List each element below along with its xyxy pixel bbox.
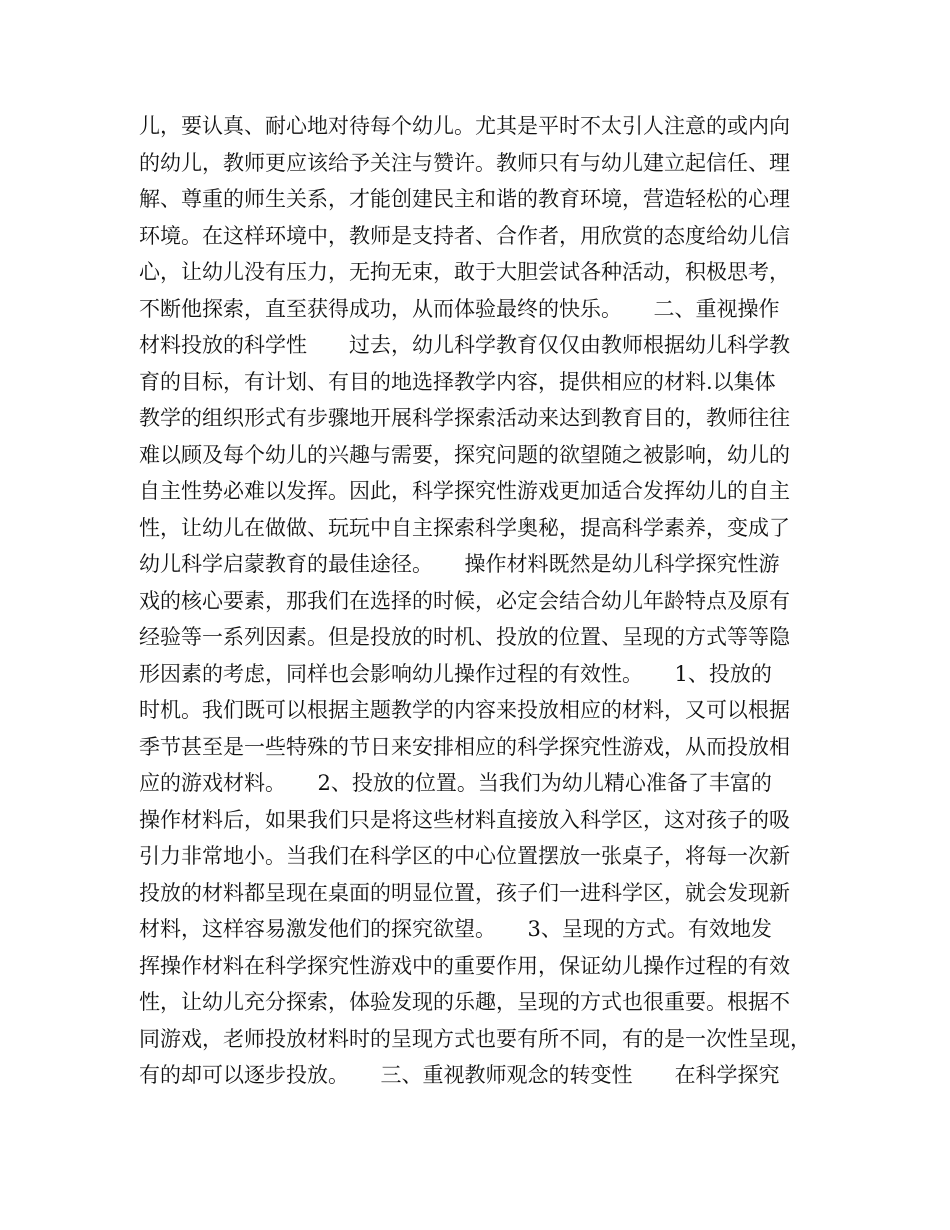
text-line: 同游戏，老师投放材料时的呈现方式也要有所不同，有的是一次性呈现， bbox=[139, 1026, 811, 1051]
text-line: 的幼儿，教师更应该给予关注与赞许。教师只有与幼儿建立起信任、理 bbox=[139, 150, 790, 175]
text-line: 心，让幼儿没有压力，无拘无束，敢于大胆尝试各种活动，积极思考， bbox=[139, 260, 790, 284]
text-line: 性，让幼儿充分探索，体验发现的乐趣，呈现的方式也很重要。根据不 bbox=[139, 990, 790, 1014]
text-line: 环境。在这样环境中，教师是支持者、合作者，用欣赏的态度给幼儿信 bbox=[139, 223, 790, 248]
text-line: 儿，要认真、耐心地对待每个幼儿。尤其是平时不太引人注意的或内向 bbox=[139, 114, 790, 138]
text-line: 形因素的考虑，同样也会影响幼儿操作过程的有效性。 1、投放的 bbox=[139, 661, 772, 686]
text-line: 投放的材料都呈现在桌面的明显位置，孩子们一进科学区，就会发现新 bbox=[139, 880, 790, 905]
text-line: 操作材料后，如果我们只是将这些材料直接放入科学区，这对孩子的吸 bbox=[139, 807, 790, 832]
text-line: 育的目标，有计划、有目的地选择教学内容，提供相应的材料.以集体 bbox=[139, 369, 776, 394]
text-line: 解、尊重的师生关系，才能创建民主和谐的教育环境，营造轻松的心理 bbox=[139, 187, 790, 211]
text-line: 引力非常地小。当我们在科学区的中心位置摆放一张桌子，将每一次新 bbox=[139, 844, 790, 868]
text-line: 难以顾及每个幼儿的兴趣与需要，探究问题的欲望随之被影响，幼儿的 bbox=[139, 442, 790, 467]
text-line: 不断他探索，直至获得成功，从而体验最终的快乐。 二、重视操作 bbox=[139, 296, 780, 321]
text-line: 自主性势必难以发挥。因此，科学探究性游戏更加适合发挥幼儿的自主 bbox=[139, 479, 790, 503]
text-line: 有的却可以逐步投放。 三、重视教师观念的转变性 在科学探究 bbox=[139, 1063, 780, 1087]
text-line: 戏的核心要素，那我们在选择的时候，必定会结合幼儿年龄特点及原有 bbox=[139, 588, 790, 613]
body-text bbox=[139, 108, 829, 1094]
text-line: 幼儿科学启蒙教育的最佳途径。 操作材料既然是幼儿科学探究性游 bbox=[139, 552, 780, 576]
text-line: 教学的组织形式有步骤地开展科学探索活动来达到教育目的，教师往往 bbox=[139, 406, 790, 430]
text-line: 材料投放的科学性 过去，幼儿科学教育仅仅由教师根据幼儿科学教 bbox=[139, 333, 790, 357]
text-line: 经验等一系列因素。但是投放的时机、投放的位置、呈现的方式等等隐 bbox=[139, 625, 790, 649]
text-line: 应的游戏材料。 2、投放的位置。当我们为幼儿精心准备了丰富的 bbox=[139, 771, 772, 795]
text-line: 季节甚至是一些特殊的节日来安排相应的科学探究性游戏，从而投放相 bbox=[139, 734, 790, 759]
text-line: 挥操作材料在科学探究性游戏中的重要作用，保证幼儿操作过程的有效 bbox=[139, 953, 790, 978]
text-line: 性，让幼儿在做做、玩玩中自主探索科学奥秘，提高科学素养，变成了 bbox=[139, 515, 790, 540]
text-line: 时机。我们既可以根据主题教学的内容来投放相应的材料，又可以根据 bbox=[139, 698, 790, 722]
text-line: 材料，这样容易激发他们的探究欲望。 3、呈现的方式。有效地发 bbox=[139, 917, 772, 941]
